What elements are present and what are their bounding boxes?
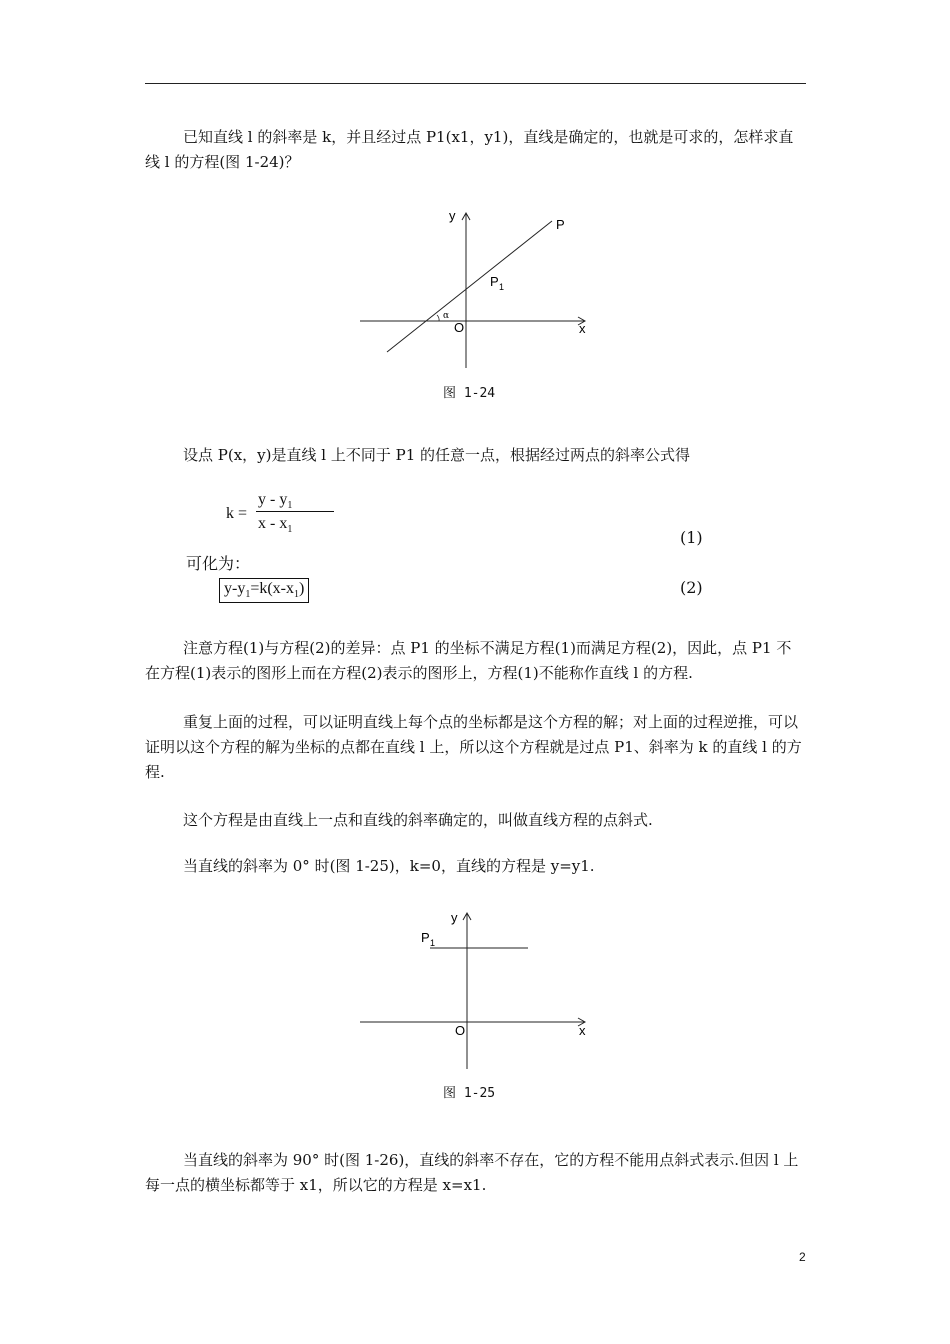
x-label: x: [579, 321, 586, 336]
equation-2-label: (2): [680, 578, 703, 597]
page-number: 2: [799, 1250, 806, 1264]
equation-1-numerator: y - $y_1$: [258, 491, 293, 512]
point-slope-paragraph: 这个方程是由直线上一点和直线的斜率确定的，叫做直线方程的点斜式.: [183, 811, 653, 829]
note-paragraph: 注意方程(1)与方程(2)的差异：点 P1 的坐标不满足方程(1)而满足方程(2)，因此，点 P1 不在方程(1)表示的图形上而在方程(2)表示的图形上，方程(1)不能称作直线 l 的方程.: [145, 639, 792, 682]
angle-arc: [437, 315, 439, 321]
zero-slope-paragraph: 当直线的斜率为 0° 时(图 1-25)，k=0，直线的方程是 y=y1.: [183, 857, 595, 875]
point-p1-subscript: 1: [499, 282, 505, 292]
point-p1-label: P: [490, 274, 499, 289]
point-p1-label: P: [421, 930, 430, 945]
repeat-paragraph: 重复上面的过程，可以证明直线上每个点的坐标都是这个方程的解；对上面的过程逆推，可以证明以这个方程的解为坐标的点都在直线 l 上，所以这个方程就是过点 P1、斜率为 k 的直线 l 的方程.: [145, 713, 802, 781]
x-label: x: [579, 1023, 586, 1038]
fraction-bar: [256, 511, 334, 512]
figure-1-25: [355, 905, 600, 1075]
setup-paragraph: 设点 P(x，y)是直线 l 上不同于 P1 的任意一点，根据经过两点的斜率公式得: [183, 446, 691, 464]
ninety-degree-paragraph: 当直线的斜率为 90° 时(图 1-26)，直线的斜率不存在，它的方程不能用点斜式表示.但因 l 上每一点的横坐标都等于 x1，所以它的方程是 x=x1.: [145, 1151, 799, 1194]
header-rule: [145, 83, 806, 84]
origin-label: O: [455, 1023, 466, 1038]
y-label: y: [449, 208, 456, 223]
equation-1-denominator: x - $x_1$: [258, 515, 293, 536]
equation-1-lhs: k =: [226, 505, 248, 522]
equation-1-label: (1): [680, 528, 703, 547]
figure-1-24: [355, 205, 600, 375]
angle-label: α: [443, 311, 450, 321]
equation-2-box: $y-y_1=k(x-x_1)$: [219, 578, 309, 603]
point-p-label: P: [556, 217, 565, 232]
intro-paragraph: 已知直线 l 的斜率是 k，并且经过点 P1(x1，y1)，直线是确定的，也就是可求的，怎样求直线 l 的方程(图 1-24)？: [145, 128, 794, 171]
y-label: y: [451, 910, 458, 925]
origin-label: O: [454, 320, 465, 335]
transform-text: 可化为：: [186, 554, 251, 573]
point-p1-subscript: 1: [430, 938, 436, 948]
figure-1-24-caption: 图 1-24: [443, 386, 496, 401]
figure-1-25-caption: 图 1-25: [443, 1086, 496, 1101]
line-l: [387, 221, 552, 352]
